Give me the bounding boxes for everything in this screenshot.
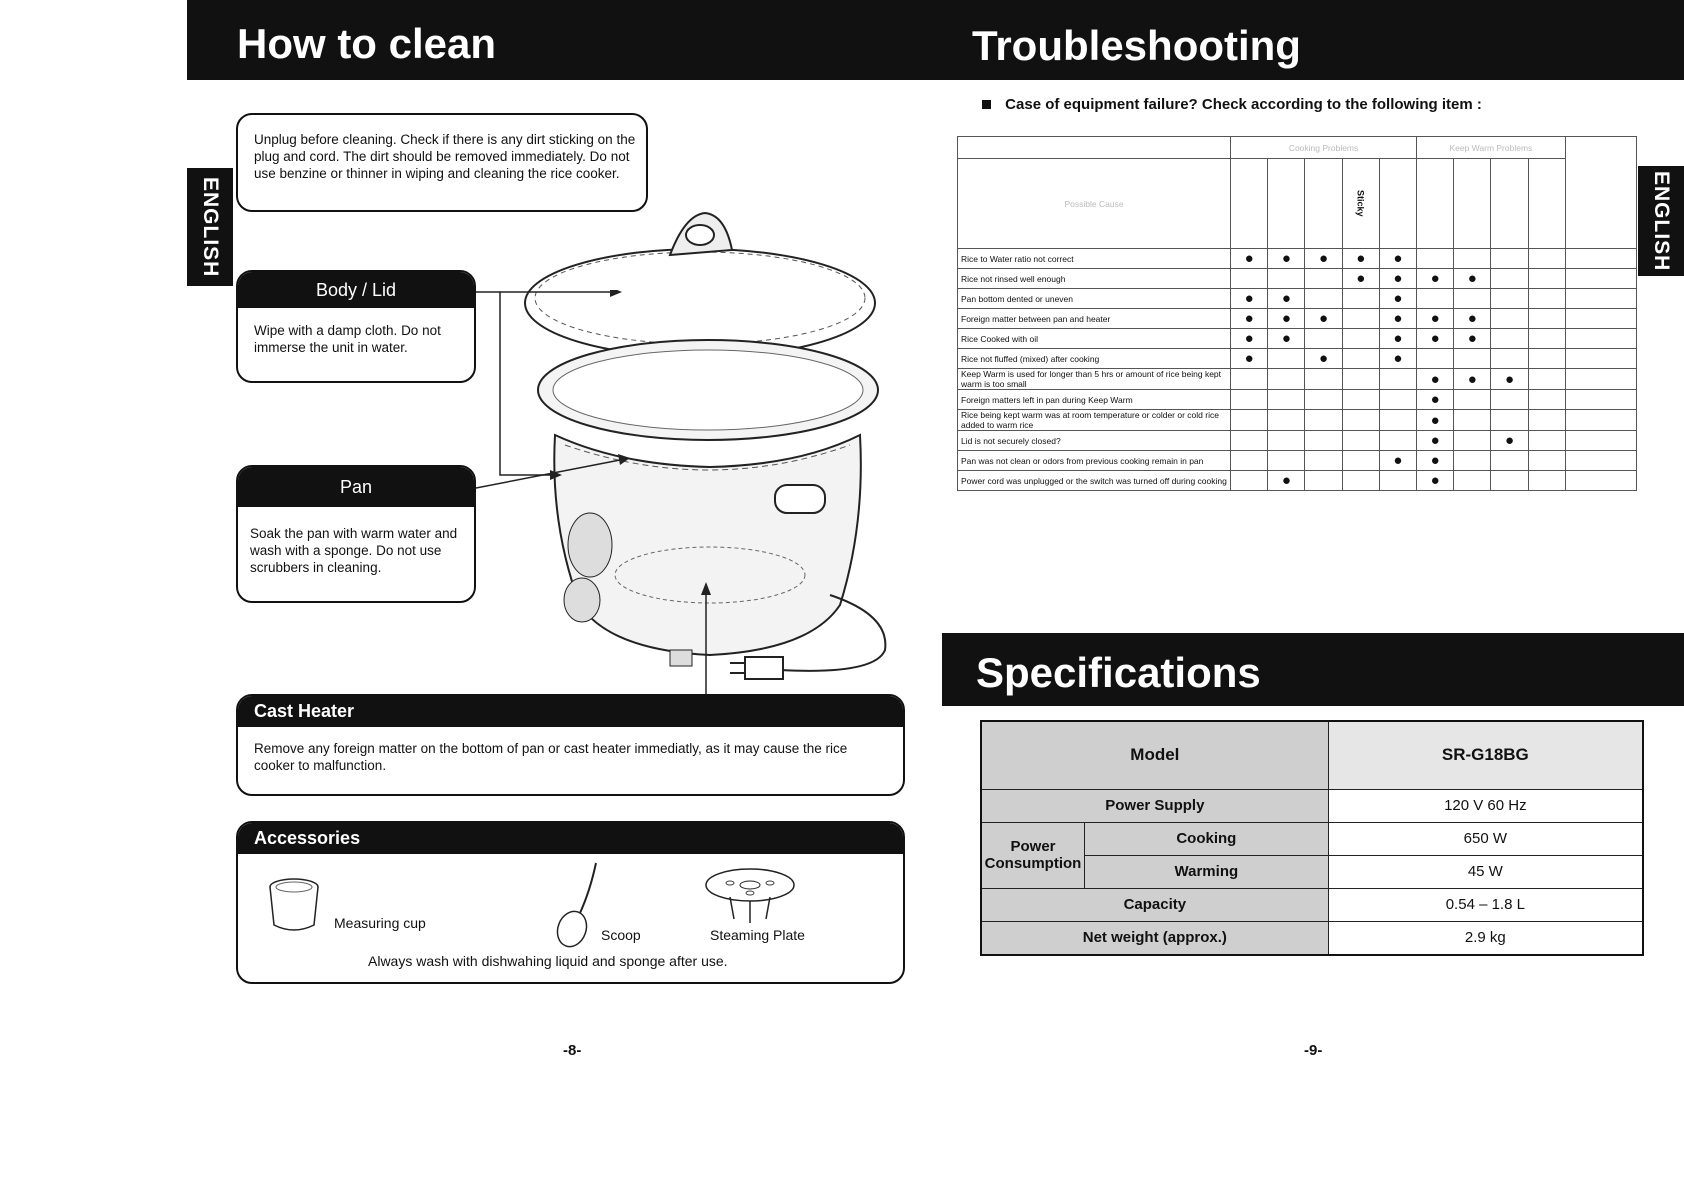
callout-lines bbox=[470, 290, 730, 710]
indicator-dot: ● bbox=[1379, 289, 1416, 309]
side-tab-left: ENGLISH bbox=[187, 168, 233, 286]
empty-cell bbox=[1342, 451, 1379, 471]
indicator-dot: ● bbox=[1305, 309, 1342, 329]
indicator-dot: ● bbox=[1342, 249, 1379, 269]
empty-cell bbox=[1231, 471, 1268, 491]
empty-cell bbox=[1528, 289, 1565, 309]
indicator-dot: ● bbox=[1417, 410, 1454, 431]
empty-cell bbox=[1342, 329, 1379, 349]
remedy-cell bbox=[1565, 309, 1636, 329]
accessories-heading: Accessories bbox=[238, 823, 903, 854]
empty-cell bbox=[1491, 289, 1528, 309]
scoop-icon bbox=[548, 861, 608, 951]
empty-cell bbox=[1305, 410, 1342, 431]
indicator-dot: ● bbox=[1231, 289, 1268, 309]
empty-cell bbox=[1342, 289, 1379, 309]
empty-cell bbox=[1528, 349, 1565, 369]
possible-cause-cell: Rice not rinsed well enough bbox=[958, 269, 1231, 289]
empty-cell bbox=[1379, 471, 1416, 491]
empty-cell bbox=[1454, 410, 1491, 431]
page-title-left: How to clean bbox=[237, 20, 497, 67]
possible-cause-cell: Pan was not clean or odors from previous cooking remain in pan bbox=[958, 451, 1231, 471]
specifications-header bbox=[942, 633, 1684, 706]
indicator-dot: ● bbox=[1305, 249, 1342, 269]
indicator-dot: ● bbox=[1417, 369, 1454, 390]
indicator-dot: ● bbox=[1491, 431, 1528, 451]
troubleshooting-row bbox=[958, 369, 1637, 390]
empty-cell bbox=[1528, 329, 1565, 349]
troubleshooting-row bbox=[958, 289, 1637, 309]
empty-cell bbox=[1528, 369, 1565, 390]
empty-cell bbox=[1342, 410, 1379, 431]
indicator-dot: ● bbox=[1379, 309, 1416, 329]
empty-cell bbox=[1417, 289, 1454, 309]
empty-cell bbox=[1342, 369, 1379, 390]
indicator-dot: ● bbox=[1231, 309, 1268, 329]
pan-text: Soak the pan with warm water and wash with a sponge. Do not use scrubbers in cleaning. bbox=[250, 526, 458, 575]
empty-cell bbox=[1379, 431, 1416, 451]
keep-warm-problems-header: Keep Warm Problems bbox=[1417, 137, 1566, 159]
empty-cell bbox=[1305, 390, 1342, 410]
empty-cell bbox=[1342, 390, 1379, 410]
indicator-dot: ● bbox=[1268, 329, 1305, 349]
troubleshooting-row bbox=[958, 269, 1637, 289]
indicator-dot: ● bbox=[1417, 390, 1454, 410]
empty-cell bbox=[1268, 369, 1305, 390]
empty-cell bbox=[1342, 309, 1379, 329]
subtitle-text: Case of equipment failure? Check according to the following item : bbox=[1005, 96, 1482, 113]
net-weight-label: Net weight (approx.) bbox=[981, 921, 1328, 955]
empty-cell bbox=[1528, 390, 1565, 410]
how-to-clean-header bbox=[187, 0, 944, 80]
empty-cell bbox=[1528, 451, 1565, 471]
warming-label: Warming bbox=[1085, 855, 1329, 888]
empty-cell bbox=[1491, 269, 1528, 289]
empty-cell bbox=[1268, 451, 1305, 471]
empty-cell bbox=[1342, 431, 1379, 451]
remedy-cell bbox=[1565, 349, 1636, 369]
remedy-cell bbox=[1565, 329, 1636, 349]
indicator-dot: ● bbox=[1417, 471, 1454, 491]
indicator-dot: ● bbox=[1491, 369, 1528, 390]
accessories-note: Always wash with dishwahing liquid and sponge after use. bbox=[368, 953, 728, 969]
indicator-dot: ● bbox=[1379, 329, 1416, 349]
indicator-dot: ● bbox=[1417, 431, 1454, 451]
empty-cell bbox=[1528, 309, 1565, 329]
possible-cause-cell: Rice to Water ratio not correct bbox=[958, 249, 1231, 269]
remedy-cell bbox=[1565, 269, 1636, 289]
indicator-dot: ● bbox=[1231, 349, 1268, 369]
indicator-dot: ● bbox=[1379, 269, 1416, 289]
indicator-dot: ● bbox=[1268, 309, 1305, 329]
indicator-dot: ● bbox=[1305, 349, 1342, 369]
empty-cell bbox=[1305, 289, 1342, 309]
possible-cause-cell: Lid is not securely closed? bbox=[958, 431, 1231, 451]
body-lid-text: Wipe with a damp cloth. Do not immerse the unit in water. bbox=[254, 323, 441, 355]
empty-cell bbox=[1268, 431, 1305, 451]
empty-cell bbox=[1379, 410, 1416, 431]
indicator-dot: ● bbox=[1454, 309, 1491, 329]
empty-cell bbox=[1268, 269, 1305, 289]
cast-heater-box bbox=[236, 694, 905, 796]
empty-cell bbox=[1454, 431, 1491, 451]
accessories-box bbox=[236, 821, 905, 984]
empty-cell bbox=[1491, 349, 1528, 369]
possible-cause-header: Possible Cause bbox=[958, 159, 1231, 249]
empty-cell bbox=[1305, 329, 1342, 349]
body-lid-box bbox=[236, 270, 476, 383]
indicator-dot: ● bbox=[1231, 249, 1268, 269]
cooking-value: 650 W bbox=[1328, 822, 1643, 855]
empty-cell bbox=[1305, 431, 1342, 451]
possible-cause-cell: Rice Cooked with oil bbox=[958, 329, 1231, 349]
troubleshooting-row bbox=[958, 349, 1637, 369]
indicator-dot: ● bbox=[1454, 269, 1491, 289]
indicator-dot: ● bbox=[1454, 369, 1491, 390]
possible-cause-cell: Pan bottom dented or uneven bbox=[958, 289, 1231, 309]
empty-cell bbox=[1305, 471, 1342, 491]
empty-cell bbox=[1528, 431, 1565, 451]
indicator-dot: ● bbox=[1268, 289, 1305, 309]
page-number-left: -8- bbox=[563, 1042, 582, 1059]
possible-cause-cell: Foreign matter between pan and heater bbox=[958, 309, 1231, 329]
indicator-dot: ● bbox=[1417, 309, 1454, 329]
empty-cell bbox=[1231, 390, 1268, 410]
empty-cell bbox=[1491, 329, 1528, 349]
remedy-cell bbox=[1565, 410, 1636, 431]
indicator-dot: ● bbox=[1379, 451, 1416, 471]
indicator-dot: ● bbox=[1231, 329, 1268, 349]
empty-cell bbox=[1342, 349, 1379, 369]
power-consumption-label: Power Consumption bbox=[981, 822, 1085, 888]
empty-cell bbox=[1231, 369, 1268, 390]
indicator-dot: ● bbox=[1268, 249, 1305, 269]
indicator-dot: ● bbox=[1417, 451, 1454, 471]
empty-cell bbox=[1417, 249, 1454, 269]
empty-cell bbox=[1528, 269, 1565, 289]
empty-cell bbox=[1454, 289, 1491, 309]
net-weight-value: 2.9 kg bbox=[1328, 921, 1643, 955]
empty-cell bbox=[1231, 410, 1268, 431]
measuring-cup-label: Measuring cup bbox=[334, 915, 426, 931]
remedy-cell bbox=[1565, 369, 1636, 390]
empty-cell bbox=[1231, 451, 1268, 471]
troubleshooting-header bbox=[944, 0, 1684, 80]
empty-cell bbox=[1528, 249, 1565, 269]
steaming-plate-icon bbox=[700, 863, 800, 927]
steaming-plate-label: Steaming Plate bbox=[710, 927, 805, 943]
troubleshooting-row bbox=[958, 390, 1637, 410]
possible-cause-cell: Rice not fluffed (mixed) after cooking bbox=[958, 349, 1231, 369]
indicator-dot: ● bbox=[1417, 269, 1454, 289]
troubleshooting-row bbox=[958, 249, 1637, 269]
specifications-table bbox=[980, 720, 1644, 956]
remedy-cell bbox=[1565, 249, 1636, 269]
indicator-dot: ● bbox=[1417, 329, 1454, 349]
remedy-cell bbox=[1565, 451, 1636, 471]
empty-cell bbox=[1379, 390, 1416, 410]
cooking-problems-header: Cooking Problems bbox=[1231, 137, 1417, 159]
possible-cause-cell: Foreign matters left in pan during Keep Warm bbox=[958, 390, 1231, 410]
troubleshooting-table bbox=[957, 136, 1637, 566]
remedy-cell bbox=[1565, 431, 1636, 451]
empty-cell bbox=[1528, 471, 1565, 491]
remedy-cell bbox=[1565, 289, 1636, 309]
pan-box bbox=[236, 465, 476, 603]
empty-cell bbox=[1491, 471, 1528, 491]
empty-cell bbox=[1305, 369, 1342, 390]
empty-cell bbox=[1491, 410, 1528, 431]
empty-cell bbox=[1454, 390, 1491, 410]
remedy-column-header bbox=[1565, 137, 1636, 249]
possible-cause-cell: Rice being kept warm was at room temperature or colder or cold rice added to warm rice bbox=[958, 410, 1231, 431]
empty-cell bbox=[1379, 369, 1416, 390]
empty-cell bbox=[1231, 269, 1268, 289]
empty-cell bbox=[1491, 309, 1528, 329]
empty-cell bbox=[1342, 471, 1379, 491]
empty-cell bbox=[1454, 451, 1491, 471]
page-number-right: -9- bbox=[1304, 1042, 1323, 1059]
empty-cell bbox=[1305, 269, 1342, 289]
cast-heater-text: Remove any foreign matter on the bottom of pan or cast heater immediatly, as it may cause the rice cooker to malfunction. bbox=[254, 741, 848, 773]
empty-cell bbox=[1491, 390, 1528, 410]
indicator-dot: ● bbox=[1268, 471, 1305, 491]
indicator-dot: ● bbox=[1454, 329, 1491, 349]
empty-cell bbox=[1268, 390, 1305, 410]
indicator-dot: ● bbox=[1342, 269, 1379, 289]
indicator-dot: ● bbox=[1379, 349, 1416, 369]
body-lid-heading: Body / Lid bbox=[238, 272, 474, 308]
model-label: Model bbox=[981, 721, 1328, 789]
capacity-label: Capacity bbox=[981, 888, 1328, 921]
possible-cause-cell: Keep Warm is used for longer than 5 hrs or amount of rice being kept warm is too small bbox=[958, 369, 1231, 390]
empty-cell bbox=[1417, 349, 1454, 369]
empty-cell bbox=[1231, 431, 1268, 451]
measuring-cup-icon bbox=[266, 875, 322, 937]
empty-cell bbox=[1528, 410, 1565, 431]
troubleshooting-subtitle bbox=[982, 96, 1482, 113]
sticky-column-header: Sticky bbox=[1342, 159, 1379, 249]
empty-cell bbox=[1454, 471, 1491, 491]
unplug-text: Unplug before cleaning. Check if there is any dirt sticking on the plug and cord. The dirt should be removed immediately. Do not use benzine or thinner in wiping and cleaning the rice cooker. bbox=[254, 132, 636, 181]
problem-description-header bbox=[958, 137, 1231, 159]
remedy-cell bbox=[1565, 471, 1636, 491]
troubleshooting-row bbox=[958, 309, 1637, 329]
empty-cell bbox=[1454, 349, 1491, 369]
empty-cell bbox=[1268, 410, 1305, 431]
indicator-dot: ● bbox=[1379, 249, 1416, 269]
empty-cell bbox=[1454, 249, 1491, 269]
empty-cell bbox=[1491, 451, 1528, 471]
power-supply-value: 120 V 60 Hz bbox=[1328, 789, 1643, 822]
model-value: SR-G18BG bbox=[1328, 721, 1643, 789]
capacity-value: 0.54 – 1.8 L bbox=[1328, 888, 1643, 921]
remedy-cell bbox=[1565, 390, 1636, 410]
specifications-title: Specifications bbox=[976, 649, 1261, 696]
troubleshooting-row bbox=[958, 471, 1637, 491]
scoop-label: Scoop bbox=[601, 927, 641, 943]
cooking-label: Cooking bbox=[1085, 822, 1329, 855]
square-bullet-icon bbox=[982, 100, 991, 109]
troubleshooting-row bbox=[958, 431, 1637, 451]
empty-cell bbox=[1268, 349, 1305, 369]
empty-cell bbox=[1491, 249, 1528, 269]
troubleshooting-row bbox=[958, 451, 1637, 471]
troubleshooting-row bbox=[958, 329, 1637, 349]
cast-heater-heading: Cast Heater bbox=[238, 696, 903, 727]
possible-cause-cell: Power cord was unplugged or the switch was turned off during cooking bbox=[958, 471, 1231, 491]
power-supply-label: Power Supply bbox=[981, 789, 1328, 822]
troubleshooting-row bbox=[958, 410, 1637, 431]
warming-value: 45 W bbox=[1328, 855, 1643, 888]
side-tab-right: ENGLISH bbox=[1638, 166, 1684, 276]
pan-heading: Pan bbox=[238, 467, 474, 507]
page-title-right: Troubleshooting bbox=[972, 22, 1301, 69]
empty-cell bbox=[1305, 451, 1342, 471]
